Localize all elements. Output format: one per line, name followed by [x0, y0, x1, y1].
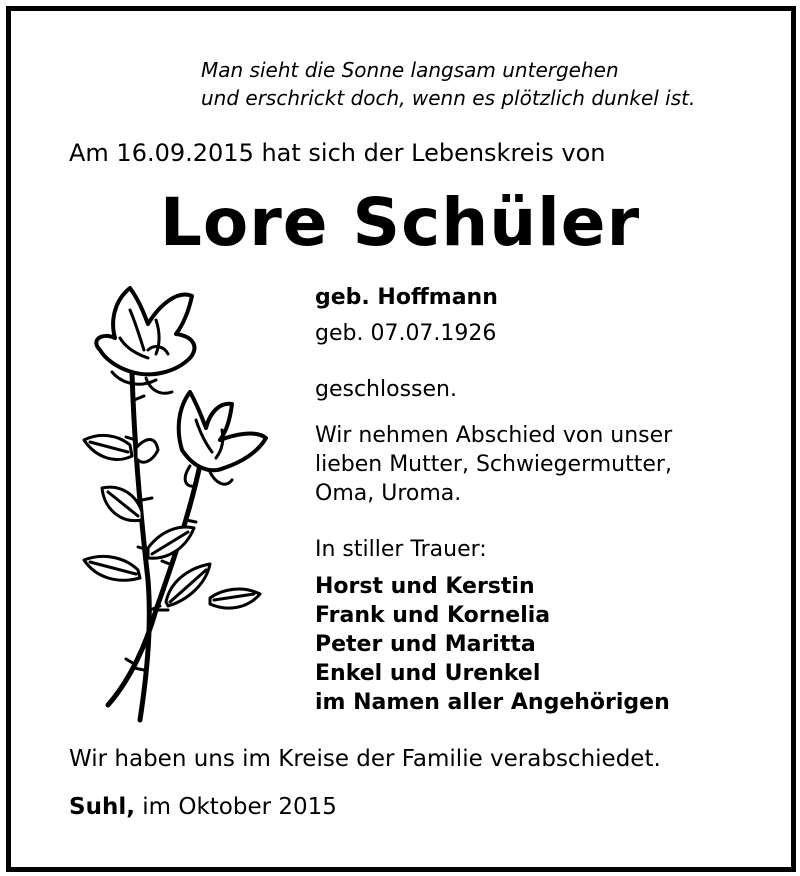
- intro-text: Am 16.09.2015 hat sich der Lebenskreis von: [69, 139, 606, 167]
- motto-line-1: Man sieht die Sonne langsam untergehen: [201, 58, 619, 82]
- mourning-label: In stiller Trauer:: [315, 537, 487, 562]
- mourner-line: Peter und Maritta: [315, 632, 536, 657]
- date: im Oktober 2015: [142, 794, 337, 820]
- mourner-line: im Namen aller Angehörigen: [315, 690, 670, 715]
- mourner-line: Enkel und Urenkel: [315, 661, 541, 686]
- place-date-line: [69, 796, 337, 819]
- closed-text: geschlossen.: [315, 377, 457, 402]
- farewell-line: Wir nehmen Abschied von unser: [315, 423, 673, 448]
- family-note: Wir haben uns im Kreise der Familie verabschiedet.: [69, 746, 661, 772]
- deceased-name: Lore Schüler: [159, 184, 641, 261]
- farewell-line: Oma, Uroma.: [315, 481, 462, 506]
- farewell-line: lieben Mutter, Schwiegermutter,: [315, 452, 672, 477]
- mourner-line: Horst und Kerstin: [315, 574, 535, 599]
- place: Suhl,: [69, 794, 135, 820]
- rose-icon: [60, 280, 275, 730]
- birth-name: geb. Hoffmann: [315, 285, 498, 310]
- birth-date: geb. 07.07.1926: [315, 321, 497, 346]
- motto-line-2: und erschrickt doch, wenn es plötzlich dunkel ist.: [201, 86, 696, 110]
- mourner-line: Frank und Kornelia: [315, 603, 551, 628]
